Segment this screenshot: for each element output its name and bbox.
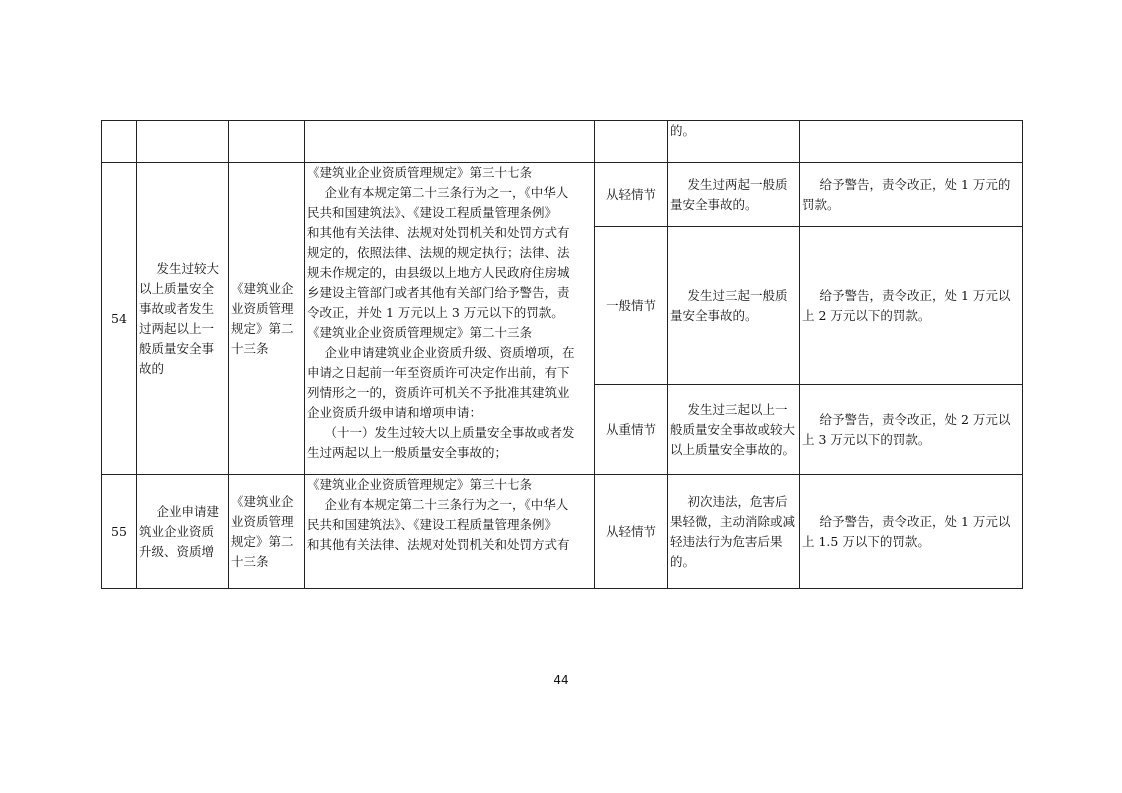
law-line: （十一）发生过较大以上质量安全事故或者发 xyxy=(324,425,575,440)
law-line: 令改正，并处 1 万元以上 3 万元以下的罚款。 xyxy=(307,305,564,320)
law-line: 生过两起以上一般质量安全事故的； xyxy=(307,445,508,460)
law-line: 规未作规定的，由县级以上地方人民政府住房城 xyxy=(307,265,570,280)
law-line: 民共和国建筑法》、《建设工程质量管理条例》 xyxy=(307,517,558,532)
cell-no xyxy=(102,121,137,163)
violation-basis: 《建筑业企业资质管理规定》第二十三条 xyxy=(229,475,305,589)
penalty-standard-table xyxy=(101,120,1023,589)
law-line: 企业申请建筑业企业资质升级、资质增项，在 xyxy=(324,345,575,360)
item-number: 55 xyxy=(102,475,137,589)
table-row-55 xyxy=(102,475,1023,589)
law-line: 《建筑业企业资质管理规定》第二十三条 xyxy=(307,325,533,340)
cell-level xyxy=(595,121,668,163)
item-number: 54 xyxy=(102,163,137,475)
law-line: 申请之日起前一年至资质许可决定作出前，有下 xyxy=(307,365,570,380)
table-row-54-light xyxy=(102,163,1023,227)
table-row-continuation xyxy=(102,121,1023,163)
penalty-standard: 给予警告，责令改正，处 2 万元以上 3 万元以下的罚款。 xyxy=(800,385,1023,475)
cell-standard xyxy=(800,121,1023,163)
law-line: 《建筑业企业资质管理规定》第三十七条 xyxy=(307,477,533,492)
law-line: 民共和国建筑法》、《建设工程质量管理条例》 xyxy=(307,205,558,220)
violation-situation: 发生过三起一般质量安全事故的。 xyxy=(668,227,800,385)
cell-basis xyxy=(229,121,305,163)
penalty-basis xyxy=(305,475,595,589)
penalty-standard: 给予警告，责令改正，处 1 万元以上 1.5 万以下的罚款。 xyxy=(800,475,1023,589)
penalty-standard: 给予警告，责令改正，处 1 万元以上 2 万元以下的罚款。 xyxy=(800,227,1023,385)
law-line: 乡建设主管部门或者其他有关部门给予警告，责 xyxy=(307,285,570,300)
law-line: 企业资质升级申请和增项申请： xyxy=(307,405,483,420)
penalty-basis xyxy=(305,163,595,475)
law-line: 《建筑业企业资质管理规定》第三十七条 xyxy=(307,165,533,180)
situation-text: 的。 xyxy=(670,123,696,138)
page-number: 44 xyxy=(553,673,569,687)
discretion-level: 从重情节 xyxy=(595,385,668,475)
violation-name: 发生过较大以上质量安全事故或者发生过两起以上一般质量安全事故的 xyxy=(137,163,229,475)
law-line: 规定的，依照法律、法规的规定执行；法律、法 xyxy=(307,245,570,260)
cell-situation xyxy=(668,121,800,163)
violation-situation: 初次违法，危害后果轻微，主动消除或减轻违法行为危害后果的。 xyxy=(668,475,800,589)
law-line: 企业有本规定第二十三条行为之一，《中华人 xyxy=(324,185,569,200)
cell-law xyxy=(305,121,595,163)
discretion-level: 从轻情节 xyxy=(595,475,668,589)
discretion-level: 从轻情节 xyxy=(595,163,668,227)
cell-name xyxy=(137,121,229,163)
law-line: 和其他有关法律、法规对处罚机关和处罚方式有 xyxy=(307,225,570,240)
violation-name: 企业申请建筑业企业资质升级、资质增 xyxy=(137,475,229,589)
law-line: 和其他有关法律、法规对处罚机关和处罚方式有 xyxy=(307,537,570,552)
violation-situation: 发生过三起以上一般质量安全事故或较大以上质量安全事故的。 xyxy=(668,385,800,475)
discretion-level: 一般情节 xyxy=(595,227,668,385)
law-line: 列情形之一的，资质许可机关不予批准其建筑业 xyxy=(307,385,570,400)
violation-basis: 《建筑业企业资质管理规定》第二十三条 xyxy=(229,163,305,475)
penalty-standard: 给予警告，责令改正，处 1 万元的罚款。 xyxy=(800,163,1023,227)
law-line: 企业有本规定第二十三条行为之一，《中华人 xyxy=(324,497,569,512)
violation-situation: 发生过两起一般质量安全事故的。 xyxy=(668,163,800,227)
